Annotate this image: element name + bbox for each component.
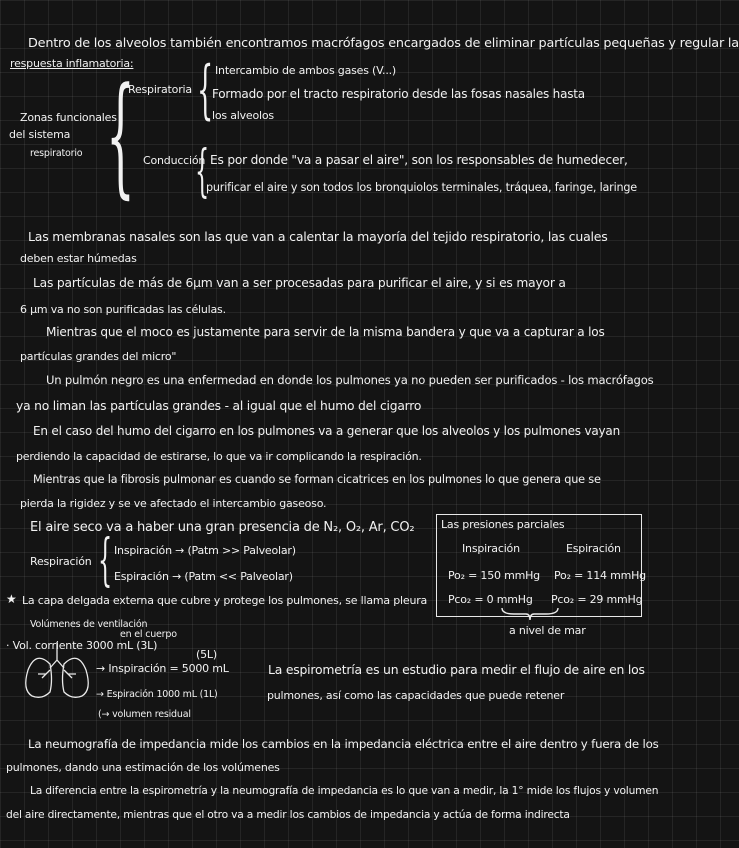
para-line-7: Un pulmón negro es una enfermedad en donde los pulmones ya no pueden ser purificados - los macrófagos: [46, 373, 654, 387]
final-line-3: La diferencia entre la espirometría y la neumografía de impedancia es lo que van a medir, la 1° mide los flujos y volumen: [30, 784, 659, 797]
presiones-footer-brace: [500, 606, 560, 622]
para-line-2: deben estar húmedas: [20, 252, 137, 265]
respiracion-inspiracion: Inspiración → (Patm >> Palveolar): [114, 544, 296, 557]
intro-line-1: Dentro de los alveolos también encontramos macrófagos encargados de eliminar partículas pequeñas y regular la: [28, 36, 739, 51]
conduccion-line-1: Es por donde "va a pasar el aire", son los responsables de humedecer,: [210, 153, 628, 167]
para-line-9: En el caso del humo del cigarro en los pulmones va a generar que los alveolos y los pulmones vayan: [33, 424, 620, 438]
respiratoria-item-3: los alveolos: [212, 109, 274, 122]
volumenes-sl: (5L): [196, 648, 217, 661]
respiracion-espiracion: Espiración → (Patm << Palveolar): [114, 570, 293, 583]
volumenes-title: Volúmenes de ventilación: [30, 619, 148, 630]
volumenes-espiracion: → Espiración 1000 mL (1L): [96, 689, 218, 700]
volumenes-corriente-note: en el cuerpo: [120, 629, 177, 640]
para-line-8: ya no liman las partículas grandes - al igual que el humo del cigarro: [16, 399, 422, 413]
presiones-r1c1: Po₂ = 150 mmHg: [448, 569, 540, 582]
final-line-1: La neumografía de impedancia mide los cambios en la impedancia eléctrica entre el aire dentro y fuera de los: [28, 737, 659, 751]
respiratoria-item-1: Intercambio de ambos gases (V...): [215, 64, 397, 77]
presiones-r1c2: Po₂ = 114 mmHg: [554, 569, 646, 582]
conduccion-label: Conducción: [143, 154, 206, 167]
para-line-5: Mientras que el moco es justamente para servir de la misma bandera y que va a capturar a los: [46, 325, 605, 339]
para-line-10: perdiendo la capacidad de estirarse, lo que va ir complicando la respiración.: [16, 450, 422, 463]
presiones-col2-title: Espiración: [566, 542, 621, 555]
zonas-label-3: respiratorio: [30, 148, 83, 159]
espirometria-line-1: La espirometría es un estudio para medir el flujo de aire en los: [268, 662, 645, 677]
presiones-r2c1: Pco₂ = 0 mmHg: [448, 593, 533, 606]
zonas-label-1: Zonas funcionales: [20, 111, 117, 124]
presiones-title: Las presiones parciales: [441, 518, 565, 531]
respiratoria-label: Respiratoria: [128, 83, 192, 96]
respiracion-label: Respiración: [30, 555, 92, 568]
presiones-col1-title: Inspiración: [462, 542, 520, 555]
conduccion-brace: {: [195, 139, 210, 204]
presiones-footer: a nivel de mar: [509, 624, 586, 637]
respiratoria-item-2: Formado por el tracto respiratorio desde las fosas nasales hasta: [212, 87, 585, 101]
capa-text: La capa delgada externa que cubre y protege los pulmones, se llama pleura: [22, 594, 428, 607]
para-line-1: Las membranas nasales son las que van a calentar la mayoría del tejido respiratorio, las cuales: [28, 229, 608, 244]
respiracion-brace: {: [98, 528, 113, 593]
para-line-6: partículas grandes del micro": [20, 350, 177, 363]
respiratoria-brace: {: [197, 53, 214, 127]
presiones-r2c2: Pco₂ = 29 mmHg: [551, 593, 643, 606]
intro-line-2: respuesta inflamatoria:: [10, 57, 134, 70]
lungs-icon: [22, 640, 92, 702]
conduccion-line-2: purificar el aire y son todos los bronquiolos terminales, tráquea, faringe, laringe: [206, 181, 637, 194]
espirometria-line-2: pulmones, así como las capacidades que puede retener: [267, 689, 565, 702]
para-line-4: 6 μm va no son purificadas las células.: [20, 303, 226, 316]
para-line-3: Las partículas de más de 6μm van a ser procesadas para purificar el aire, y si es mayor a: [33, 276, 566, 290]
para-line-13: El aire seco va a haber una gran presencia de N₂, O₂, Ar, CO₂: [30, 520, 415, 535]
zonas-label-2: del sistema: [9, 128, 71, 141]
para-line-11: Mientras que la fibrosis pulmonar es cuando se forman cicatrices en los pulmones lo que genera que se: [33, 473, 601, 486]
final-line-2: pulmones, dando una estimación de los volúmenes: [6, 761, 280, 774]
volumenes-residual: (→ volumen residual: [98, 709, 191, 720]
capa-star: ★: [6, 592, 17, 606]
volumenes-inspiracion: → Inspiración = 5000 mL: [96, 662, 229, 675]
volumenes-corriente: · Vol. corriente 3000 mL (3L): [6, 639, 158, 652]
final-line-4: del aire directamente, mientras que el otro va a medir los cambios de impedancia y actúa de forma indirecta: [6, 808, 570, 821]
para-line-12: pierda la rigidez y se ve afectado el intercambio gaseoso.: [20, 497, 327, 510]
zonas-brace: {: [106, 59, 135, 211]
